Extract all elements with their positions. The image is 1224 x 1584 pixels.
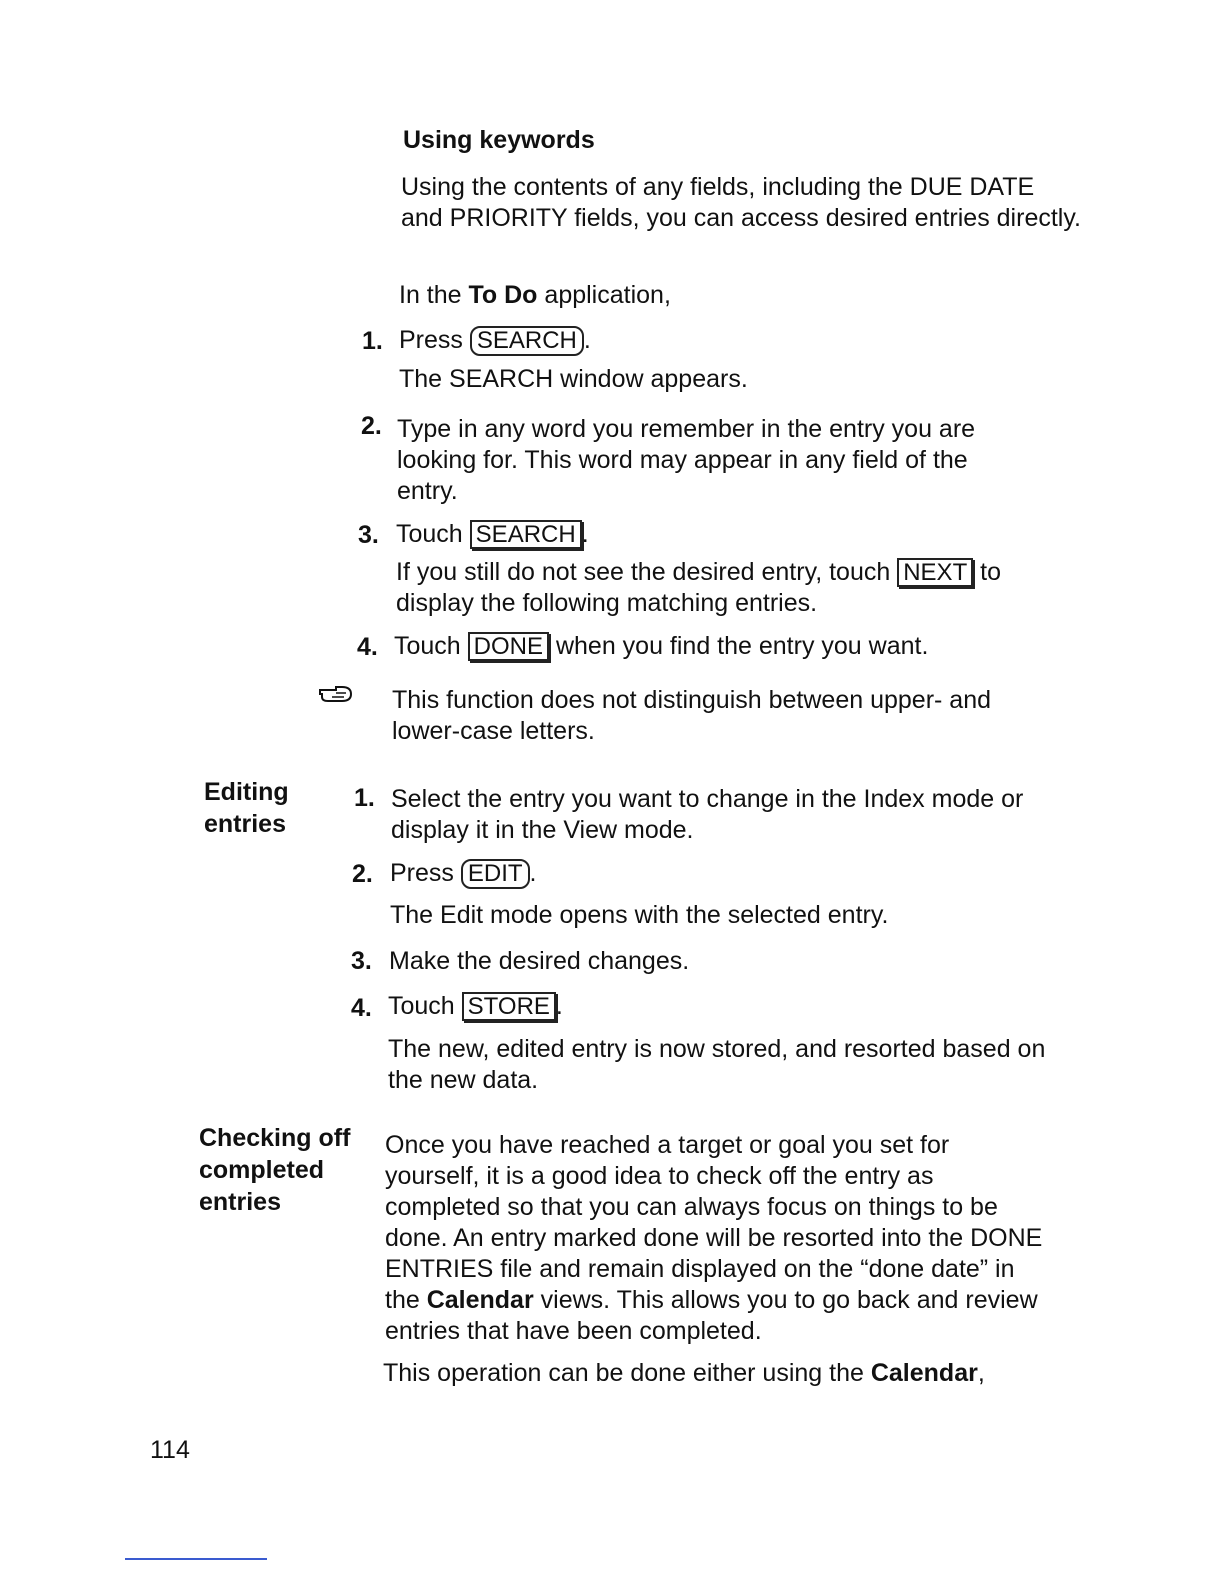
- note-text: to display the following matching entries.: [396, 558, 1002, 617]
- step-text: Touch: [394, 632, 468, 660]
- next-touch-key: NEXT: [897, 558, 973, 587]
- side-heading-line: entries: [199, 1188, 281, 1216]
- note-text: If you still do not see the desired entry, touch: [396, 558, 898, 586]
- app-line-post: application,: [537, 281, 671, 309]
- checking-paragraph-2: [383, 1358, 1053, 1389]
- editing-step-4: [388, 991, 563, 1022]
- editing-step-2-number: 2.: [352, 860, 373, 888]
- keywords-step-2-number: 2.: [361, 412, 382, 440]
- page-number: 114: [150, 1436, 190, 1464]
- side-heading-line: completed: [199, 1156, 325, 1184]
- step-text: when you find the entry you want.: [549, 632, 929, 660]
- calendar-term: Calendar: [870, 1359, 978, 1387]
- step-text: .: [555, 992, 563, 1020]
- editing-step-4-note: The new, edited entry is now stored, and resorted based on the new data.: [388, 1035, 1046, 1094]
- paragraph-text: views. This allows you to go back and review entries that have been completed.: [385, 1286, 1038, 1345]
- side-heading-line: Editing: [204, 778, 289, 806]
- search-touch-key: SEARCH: [470, 520, 582, 549]
- step-text: Touch: [396, 520, 470, 548]
- step-text: Press: [390, 859, 461, 887]
- editing-step-4-number: 4.: [351, 994, 372, 1022]
- editing-step-2-note: The Edit mode opens with the selected entry.: [390, 901, 889, 929]
- side-heading-line: entries: [204, 810, 286, 838]
- step-text: .: [583, 326, 591, 354]
- editing-step-3: Make the desired changes.: [389, 947, 690, 975]
- step-text: Touch: [388, 992, 462, 1020]
- footer-rule: [125, 1558, 267, 1560]
- editing-step-1: Select the entry you want to change in the Index mode or display it in the View mode.: [391, 785, 1024, 844]
- keywords-app-line: [399, 280, 671, 311]
- checking-paragraph-1: [385, 1130, 1050, 1347]
- edit-key: EDIT: [461, 859, 530, 889]
- editing-step-2: [390, 858, 536, 889]
- side-heading-editing: [204, 776, 289, 840]
- keywords-step-1-number: 1.: [362, 327, 383, 355]
- step-text: .: [529, 859, 537, 887]
- calendar-term: Calendar: [426, 1286, 534, 1314]
- step-text: Press: [399, 326, 470, 354]
- keywords-step-3: [396, 519, 589, 550]
- step-text: .: [581, 520, 589, 548]
- paragraph-text: This operation can be done either using the: [383, 1359, 871, 1387]
- keywords-step-4-number: 4.: [357, 633, 378, 661]
- keywords-step-2: Type in any word you remember in the entry you are looking for. This word may appear in any field of the entry.: [397, 415, 976, 505]
- app-name: To Do: [468, 281, 538, 309]
- paragraph-text: ,: [977, 1359, 985, 1387]
- keywords-intro: Using the contents of any fields, including the DUE DATE and PRIORITY fields, you can access desired entries directly.: [401, 173, 1081, 232]
- app-line-pre: In the: [399, 281, 469, 309]
- side-heading-checking: [199, 1122, 350, 1218]
- side-heading-line: Checking off: [199, 1124, 351, 1152]
- keywords-step-3-number: 3.: [358, 521, 379, 549]
- done-touch-key: DONE: [468, 632, 549, 661]
- keywords-step-3-note: [396, 557, 1066, 619]
- keywords-step-1-note: The SEARCH window appears.: [399, 365, 748, 393]
- store-touch-key: STORE: [462, 992, 556, 1021]
- editing-step-3-number: 3.: [351, 947, 372, 975]
- keywords-step-4: [394, 631, 928, 662]
- search-key: SEARCH: [470, 326, 584, 356]
- section-heading-keywords: Using keywords: [403, 126, 595, 154]
- pointing-hand-icon: [318, 684, 354, 704]
- editing-step-1-number: 1.: [354, 784, 375, 812]
- keywords-step-1: [399, 325, 591, 356]
- paragraph-text: Once you have reached a target or goal you set for yourself, it is a good idea to check off the entry as completed so that you can always focus on things to be done. An entry marked done will be resorted into the DONE ENTRIES file and remain displayed on the “done date” in the: [385, 1131, 1043, 1314]
- keywords-note: This function does not distinguish between upper- and lower-case letters.: [392, 686, 991, 745]
